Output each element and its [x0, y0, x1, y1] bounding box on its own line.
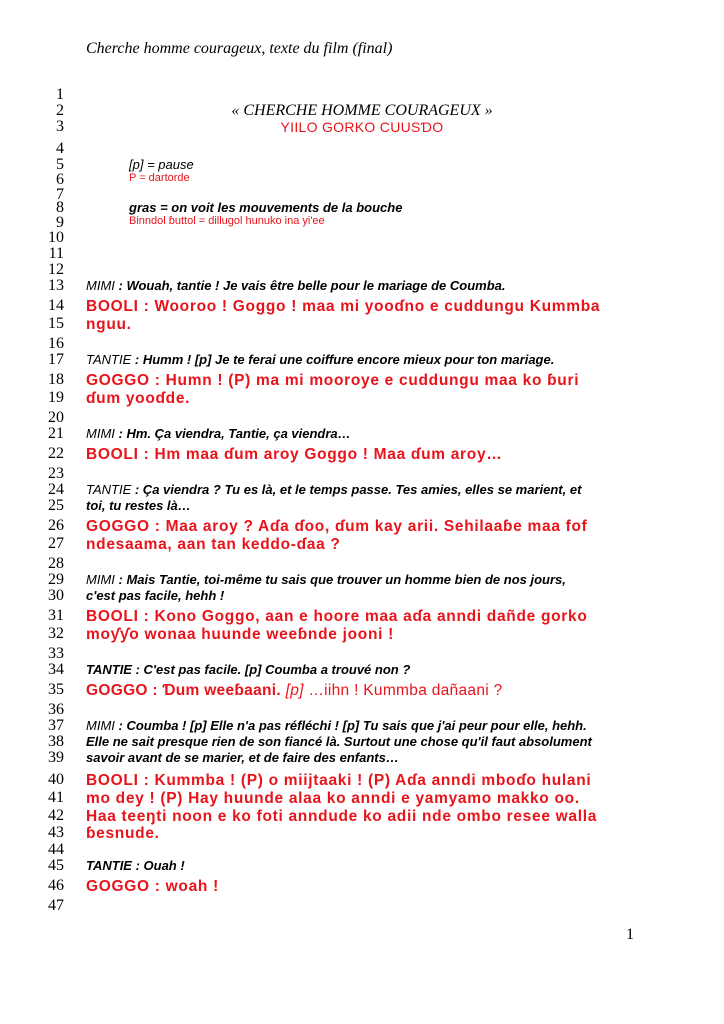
legend-pause-french: [p] = pause [129, 157, 194, 172]
dialogue-line-29 [86, 572, 566, 587]
line-number: 34 [48, 661, 64, 678]
line-number: 16 [48, 335, 64, 352]
dialogue-line-27: ndesaama, aan tan keddo-ɗaa ? [86, 536, 341, 553]
dialogue-line-18: GOGGO : Humn ! (P) ma mi mooroye e cuddungu maa ko ɓuri [86, 372, 580, 389]
line-number: 22 [48, 445, 64, 462]
line-text: …iihn ! Kummba dañaani ? [303, 682, 503, 699]
dialogue-line-22: BOOLI : Hm maa ɗum aroy Goggo ! Maa ɗum aroy… [86, 446, 503, 463]
title-french: « CHERCHE HOMME COURAGEUX » [231, 102, 493, 119]
dialogue-line-31: BOOLI : Kono Goggo, aan e hoore maa aɗa anndi dañde gorko [86, 608, 588, 625]
line-number: 11 [48, 245, 64, 262]
speaker-name: MIMI [86, 278, 115, 293]
line-number: 7 [56, 186, 64, 203]
line-number: 41 [48, 789, 64, 806]
line-number: 9 [56, 214, 64, 231]
dialogue-line-45: TANTIE : Ouah ! [86, 858, 185, 873]
line-number: 36 [48, 701, 64, 718]
line-number: 12 [48, 261, 64, 278]
line-number: 18 [48, 371, 64, 388]
dialogue-line-34: TANTIE : C'est pas facile. [p] Coumba a trouvé non ? [86, 662, 411, 677]
line-number: 6 [56, 171, 64, 188]
line-number: 17 [48, 351, 64, 368]
line-number: 13 [48, 277, 64, 294]
speaker-name: MIMI [86, 572, 115, 587]
line-number: 44 [48, 841, 64, 858]
line-number: 14 [48, 297, 64, 314]
dialogue-line-39: savoir avant de se marier, et de faire des enfants… [86, 750, 399, 765]
line-number: 40 [48, 771, 64, 788]
speaker-name: TANTIE [86, 352, 132, 367]
line-number: 46 [48, 877, 64, 894]
line-number: 29 [48, 571, 64, 588]
line-number: 33 [48, 645, 64, 662]
title-fulfulde: YIILO GORKO CUUSƊO [280, 119, 444, 135]
line-text: : Wouah, tantie ! Je vais être belle pour le mariage de Coumba. [114, 278, 506, 293]
line-number: 26 [48, 517, 64, 534]
legend-bold-fulfulde: Binndol ɓuttol = dillugol hunuko ina yi'ee [129, 215, 325, 227]
dialogue-line-17 [86, 352, 554, 367]
dialogue-line-21 [86, 426, 351, 441]
line-number: 30 [48, 587, 64, 604]
speaker-name: MIMI [86, 718, 115, 733]
dialogue-line-46: GOGGO : woah ! [86, 878, 219, 895]
dialogue-line-25: toi, tu restes là… [86, 498, 191, 513]
line-text: GOGGO : Ɗum weeɓaani. [86, 682, 286, 699]
dialogue-line-30: c'est pas facile, hehh ! [86, 588, 225, 603]
line-number: 35 [48, 681, 64, 698]
dialogue-line-26: GOGGO : Maa aroy ? Aɗa ɗoo, ɗum kay arii. Sehilaaɓe maa fof [86, 518, 588, 535]
line-number: 15 [48, 315, 64, 332]
line-number: 5 [56, 156, 64, 173]
line-text: : Humm ! [p] Je te ferai une coiffure encore mieux pour ton mariage. [131, 352, 555, 367]
line-number: 2 [56, 102, 64, 119]
dialogue-line-24 [86, 482, 581, 497]
line-number: 23 [48, 465, 64, 482]
line-number: 27 [48, 535, 64, 552]
dialogue-line-14: BOOLI : Wooroo ! Goggo ! maa mi yooɗno e cuddungu Kummba [86, 298, 601, 315]
dialogue-line-42: Haa teeŋti noon e ko foti anndude ko adii nde ombo resee walla [86, 808, 598, 825]
page-number: 1 [626, 926, 634, 943]
speaker-name: MIMI [86, 426, 115, 441]
line-number: 43 [48, 824, 64, 841]
line-number: 28 [48, 555, 64, 572]
line-number: 31 [48, 607, 64, 624]
line-number: 20 [48, 409, 64, 426]
line-number: 45 [48, 857, 64, 874]
line-number: 4 [56, 140, 64, 157]
line-number: 8 [56, 199, 64, 216]
line-number: 19 [48, 389, 64, 406]
line-text: : Coumba ! [p] Elle n'a pas réfléchi ! [p] Tu sais que j'ai peur pour elle, hehh. [114, 718, 587, 733]
line-number: 24 [48, 481, 64, 498]
legend-bold-french: gras = on voit les mouvements de la bouche [129, 200, 403, 215]
line-text: : Hm. Ça viendra, Tantie, ça viendra… [114, 426, 351, 441]
dialogue-line-15: nguu. [86, 316, 132, 333]
dialogue-line-38: Elle ne sait presque rien de son fiancé là. Surtout une chose qu'il faut absolument [86, 734, 592, 749]
line-number: 38 [48, 733, 64, 750]
dialogue-line-37 [86, 718, 587, 733]
line-number: 25 [48, 497, 64, 514]
line-number: 3 [56, 118, 64, 135]
line-number: 10 [48, 229, 64, 246]
line-text: : Ça viendra ? Tu es là, et le temps passe. Tes amies, elles se marient, et [131, 482, 582, 497]
dialogue-line-32: moƴƴo wonaa huunde weeɓnde jooni ! [86, 626, 394, 643]
line-number: 42 [48, 807, 64, 824]
line-number: 39 [48, 749, 64, 766]
line-number: 37 [48, 717, 64, 734]
legend-pause-fulfulde: P = dartorde [129, 172, 190, 184]
dialogue-line-13 [86, 278, 505, 293]
dialogue-line-40: BOOLI : Kummba ! (P) o miijtaaki ! (P) Aɗa anndi mboɗo hulani [86, 772, 592, 789]
speaker-name: TANTIE [86, 482, 132, 497]
pause-marker: [p] [285, 682, 304, 699]
line-number: 1 [56, 86, 64, 103]
dialogue-line-35 [86, 682, 638, 700]
line-number: 32 [48, 625, 64, 642]
line-text: : Mais Tantie, toi-même tu sais que trouver un homme bien de nos jours, [114, 572, 566, 587]
dialogue-line-41: mo dey ! (P) Hay huunde alaa ko anndi e yamyamo makko oo. [86, 790, 580, 807]
line-number: 47 [48, 897, 64, 914]
line-number: 21 [48, 425, 64, 442]
dialogue-line-43: ɓesnude. [86, 825, 160, 842]
document-header: Cherche homme courageux, texte du film (final) [86, 40, 393, 57]
dialogue-line-19: ɗum yooɗde. [86, 390, 191, 407]
